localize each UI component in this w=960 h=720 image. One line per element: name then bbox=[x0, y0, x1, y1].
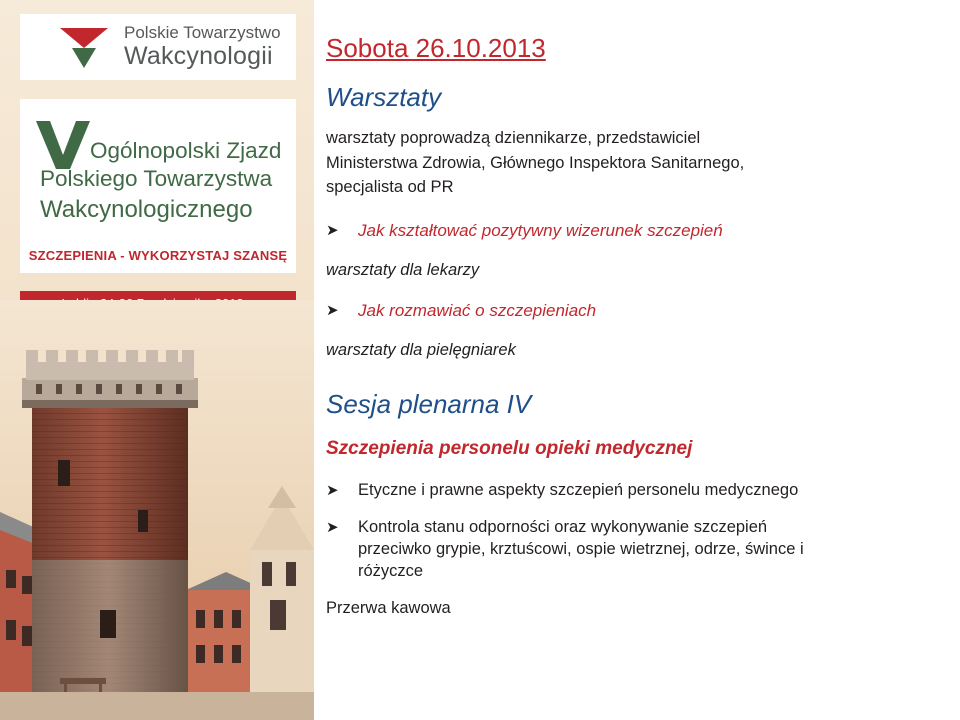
workshop-1-audience: warsztaty dla lekarzy bbox=[326, 261, 480, 279]
workshop-2-audience: warsztaty dla pielęgniarek bbox=[326, 341, 516, 359]
society-logo bbox=[20, 14, 296, 80]
program-content bbox=[314, 0, 960, 720]
arrowhead-bullet-icon: ➤ bbox=[326, 519, 339, 536]
talk-1: Etyczne i prawne aspekty szczepień personelu medycznego bbox=[358, 481, 799, 499]
session-heading: Sesja plenarna IV bbox=[326, 389, 532, 419]
congress-name-line1: Ogólnopolski Zjazd bbox=[90, 138, 282, 163]
roman-five-icon bbox=[36, 121, 90, 169]
arrowhead-bullet-icon: ➤ bbox=[326, 482, 339, 499]
workshop-1-title: Jak kształtować pozytywny wizerunek szczepień bbox=[358, 221, 723, 240]
arrowhead-bullet-icon: ➤ bbox=[326, 302, 339, 319]
arrowhead-bullet-icon: ➤ bbox=[326, 222, 339, 239]
workshops-intro-line1: warsztaty poprowadzą dziennikarze, przedstawiciel bbox=[326, 129, 701, 147]
talk-2-line1: Kontrola stanu odporności oraz wykonywanie szczepień bbox=[358, 518, 768, 536]
society-logo-icon bbox=[58, 26, 110, 70]
talk-2-line3: różyczce bbox=[358, 562, 424, 580]
congress-name-line2: Polskiego Towarzystwa bbox=[40, 166, 273, 191]
congress-name-line3: Wakcynologicznego bbox=[40, 196, 253, 223]
date-heading: Sobota 26.10.2013 bbox=[326, 33, 546, 63]
session-subtitle: Szczepienia personelu opieki medycznej bbox=[326, 438, 693, 459]
congress-slogan: SZCZEPIENIA - WYKORZYSTAJ SZANSĘ bbox=[28, 248, 288, 263]
workshops-intro-line3: specjalista od PR bbox=[326, 178, 454, 196]
talk-2-line2: przeciwko grypie, krztuścowi, ospie wietrznej, odrze, śwince i bbox=[358, 540, 804, 558]
workshops-heading: Warsztaty bbox=[326, 82, 442, 112]
society-name-line1: Polskie Towarzystwo bbox=[124, 23, 281, 42]
society-name-line2: Wakcynologii bbox=[124, 42, 273, 70]
castle-tower-photo bbox=[0, 300, 314, 720]
congress-logo bbox=[20, 99, 296, 273]
workshops-intro-line2: Ministerstwa Zdrowia, Głównego Inspektora Sanitarnego, bbox=[326, 154, 745, 172]
coffee-break: Przerwa kawowa bbox=[326, 599, 451, 617]
workshop-2-title: Jak rozmawiać o szczepieniach bbox=[358, 301, 597, 320]
left-decorative-panel bbox=[0, 0, 314, 720]
